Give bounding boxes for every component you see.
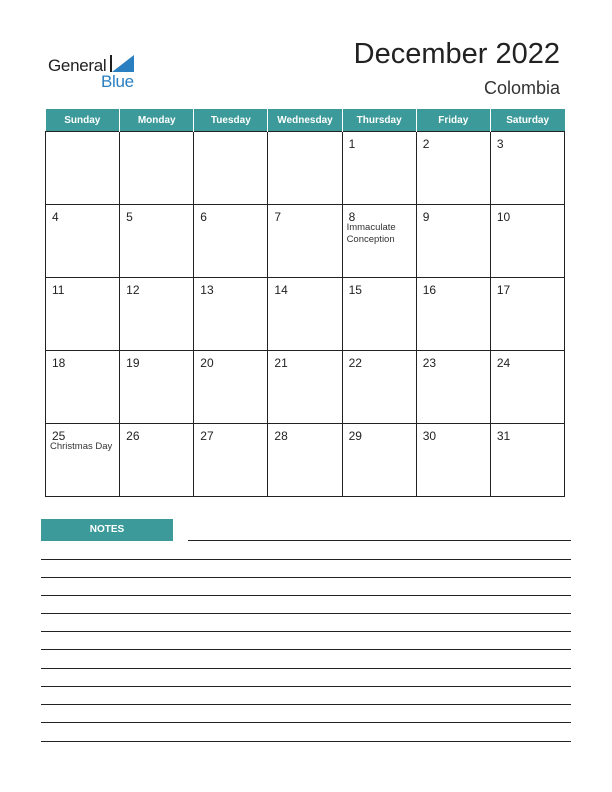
calendar-day-cell [490,205,564,278]
day-number: 31 [496,429,511,443]
day-number: 7 [274,210,282,224]
calendar-day-cell [46,278,120,351]
calendar-day-cell [490,351,564,424]
day-number: 28 [274,429,288,443]
calendar-grid [45,109,565,497]
calendar-day-cell [342,205,416,278]
day-number: 27 [200,429,214,443]
calendar-day-cell [120,278,194,351]
weekday-header: Wednesday [268,109,342,132]
day-number: 23 [422,356,437,370]
calendar-day-cell [268,205,342,278]
day-number: 12 [126,283,140,297]
calendar-week-row [46,424,565,497]
calendar-day-cell [194,424,268,497]
calendar-day-cell [194,132,268,205]
weekday-header-row [46,109,565,132]
calendar-day-cell [120,205,194,278]
day-number: 26 [126,429,140,443]
weekday-header: Sunday [46,109,120,132]
calendar-week-row [46,351,565,424]
country-subtitle: Colombia [483,78,560,98]
logo-triangle-icon [112,55,134,72]
notes-line [41,559,571,560]
notes-line [41,649,571,650]
calendar-day-cell [120,424,194,497]
calendar-day-cell [416,205,490,278]
calendar-week-row [46,205,565,278]
calendar-day-cell [416,351,490,424]
day-number: 2 [422,137,430,151]
notes-line [41,722,571,723]
day-number: 4 [52,210,59,224]
calendar-day-cell [46,132,120,205]
day-number: 15 [348,283,362,297]
day-number: 9 [422,210,430,224]
weekday-header: Saturday [490,109,564,132]
calendar-day-cell [194,351,268,424]
day-number: 19 [126,356,140,370]
calendar-day-cell [120,351,194,424]
calendar-day-cell [46,424,120,497]
day-number: 22 [348,356,362,370]
weekday-header: Friday [416,109,490,132]
day-number: 30 [422,429,437,443]
calendar-day-cell [416,132,490,205]
calendar-week-row [46,278,565,351]
day-number: 11 [52,283,65,297]
holiday-label: Immaculate Conception [346,222,396,245]
notes-line [188,540,571,541]
day-number: 16 [422,283,437,297]
page-title: December 2022 [353,38,560,70]
day-number: 8 [348,210,356,224]
day-number: 21 [274,356,288,370]
calendar-day-cell [416,424,490,497]
calendar-week-row [46,132,565,205]
notes-line [41,577,571,578]
day-number: 10 [496,210,511,224]
day-number: 25 [52,429,66,443]
notes-line [41,631,571,632]
notes-line [41,595,571,596]
notes-line [41,686,571,687]
day-number: 5 [126,210,133,224]
day-number: 3 [496,137,504,151]
notes-label: NOTES [41,519,173,541]
generalblue-logo [48,54,158,94]
calendar-day-cell [490,424,564,497]
holiday-label: Christmas Day [50,441,113,452]
logo-general-text: General [48,56,107,75]
calendar-day-cell [342,424,416,497]
calendar-day-cell [194,278,268,351]
weekday-header: Thursday [342,109,416,132]
day-number: 6 [200,210,207,224]
day-number: 1 [348,137,356,151]
calendar-day-cell [342,351,416,424]
calendar-day-cell [490,132,564,205]
notes-line [41,741,571,742]
day-number: 18 [52,356,66,370]
day-number: 13 [200,283,214,297]
calendar-day-cell [46,351,120,424]
day-number: 29 [348,429,362,443]
logo-blue-text: Blue [101,72,134,91]
notes-line [41,668,571,669]
weekday-header: Tuesday [194,109,268,132]
weekday-header: Monday [120,109,194,132]
calendar-day-cell [268,132,342,205]
calendar-day-cell [268,424,342,497]
calendar-day-cell [46,205,120,278]
day-number: 14 [274,283,288,297]
day-number: 17 [496,283,511,297]
notes-line [41,704,571,705]
day-number: 20 [200,356,214,370]
calendar-day-cell [342,132,416,205]
notes-line [41,613,571,614]
calendar-day-cell [268,278,342,351]
calendar-day-cell [120,132,194,205]
calendar-day-cell [416,278,490,351]
calendar-day-cell [194,205,268,278]
calendar-day-cell [490,278,564,351]
calendar-body [46,132,565,497]
calendar-day-cell [268,351,342,424]
calendar-day-cell [342,278,416,351]
day-number: 24 [496,356,511,370]
